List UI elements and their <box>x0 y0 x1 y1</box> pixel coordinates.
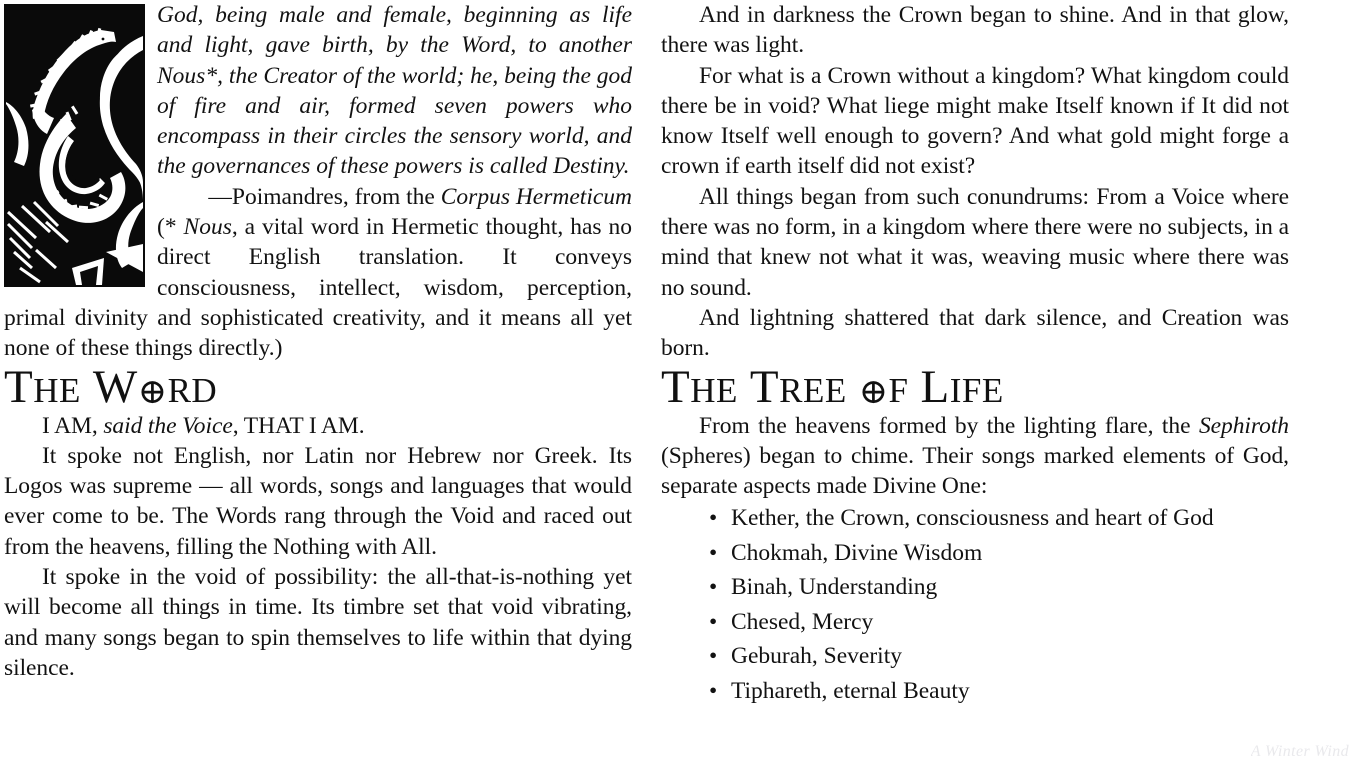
dragon-woodcut-svg <box>6 6 143 285</box>
heading-letters: T <box>749 360 780 413</box>
attribution-work-title: Corpus Hermeticum <box>440 183 632 210</box>
page-footer-text: A Winter Wind <box>1250 743 1349 759</box>
bullet-icon: • <box>709 505 718 532</box>
paragraph-crown-shine: And in darkness the Crown began to shine. And in that glow, there was light. <box>661 2 1289 59</box>
paragraph-logos: It spoke not English, nor Latin nor Hebrew nor Greek. Its Logos was supreme — all words, songs and languages that would ever come to be. The Words rang through the Void and raced out from the heavens, filling the Nothing with All. <box>4 442 632 560</box>
footnote-body: , a vital word in Hermetic thought, has no direct English translation. It conveys consciousness, intellect, wisdom, perception, primal divinity and sophisticated creativity, and it means all yet none of these things directly.) <box>4 214 632 362</box>
heading-letters: W <box>92 360 138 413</box>
paragraph-void: It spoke in the void of possibility: the all-that-is-nothing yet will become all things in time. Its timbre set that void vibrating, and many songs began to spin themselves to life within that dying silence. <box>4 564 632 681</box>
intro-before: From the heavens formed by the lighting flare, the <box>699 412 1199 439</box>
sephirah-label: Kether, the Crown, consciousness and heart of God <box>731 505 1214 532</box>
list-item <box>661 674 1289 709</box>
bullet-icon: • <box>709 643 718 670</box>
crossed-circle-glyph: ⊕ <box>137 371 168 411</box>
attribution-speaker: Poimandres, from the <box>231 183 441 210</box>
heading-letters: HE <box>690 370 738 410</box>
paragraph-conundrums: All things began from such conundrums: From a Voice where there was no form, in a kingdom where there were no subjects, in a mind that knew not what it was, weaving music where there was no sound. <box>661 183 1289 301</box>
section-heading-the-tree-of-life <box>661 360 1289 413</box>
list-item <box>661 639 1289 674</box>
sephirah-label: Chokmah, Divine Wisdom <box>731 539 983 566</box>
heading-letters: HE <box>33 370 81 410</box>
bullet-icon: • <box>709 574 718 601</box>
crossed-circle-glyph: ⊕ <box>858 371 889 411</box>
intro-after: (Spheres) began to chime. Their songs marked elements of God, separate aspects made Divine One: <box>661 442 1289 500</box>
dragon-woodcut-illustration <box>4 4 145 287</box>
paragraph-crown-kingdom: For what is a Crown without a kingdom? What kingdom could there be in void? What liege might make Itself known if It did not know Itself well enough to govern? And what gold might forge a crown if earth itself did not exist? <box>661 62 1289 180</box>
list-item <box>661 536 1289 571</box>
epigraph-quote: God, being male and female, beginning as life and light, gave birth, by the Word, to another Nous*, the Creator of the world; he, being the god of fire and air, formed seven powers who encompass in their circles the sensory world, and the governances of these powers is called Destiny. <box>157 2 632 180</box>
heading-letters: F <box>888 370 909 410</box>
i-am-opening: I AM, <box>42 412 104 439</box>
bullet-icon: • <box>709 608 718 635</box>
list-item <box>661 605 1289 640</box>
i-am-said-the-voice: said the Voice <box>103 412 233 439</box>
sephirah-label: Geburah, Severity <box>731 643 902 670</box>
sephiroth-list <box>661 501 1289 708</box>
sephirah-label: Chesed, Mercy <box>731 608 874 635</box>
list-item <box>661 570 1289 605</box>
heading-letters: T <box>661 360 691 413</box>
bullet-icon: • <box>709 677 718 704</box>
heading-letters: T <box>4 360 34 413</box>
footnote-open: (* <box>157 214 184 241</box>
i-am-closing: , THAT I AM. <box>232 412 365 439</box>
attribution-dash: — <box>208 183 232 210</box>
heading-letters: L <box>920 360 950 413</box>
sephirah-label: Binah, Understanding <box>731 574 938 601</box>
heading-letters: REE <box>779 370 847 410</box>
footnote-term: Nous <box>183 214 232 241</box>
bullet-icon: • <box>709 539 718 566</box>
heading-letters: IFE <box>949 370 1004 410</box>
intro-sephiroth-term: Sephiroth <box>1198 412 1289 439</box>
sephirah-label: Tiphareth, eternal Beauty <box>731 677 970 704</box>
list-item <box>661 501 1289 536</box>
paragraph-lightning: And lightning shattered that dark silence, and Creation was born. <box>661 304 1289 362</box>
right-text-column <box>661 0 1289 759</box>
heading-letters: RD <box>167 370 218 410</box>
paragraph-i-am <box>4 411 632 441</box>
section-heading-the-word <box>4 360 632 413</box>
paragraph-sephiroth-intro <box>661 411 1289 502</box>
